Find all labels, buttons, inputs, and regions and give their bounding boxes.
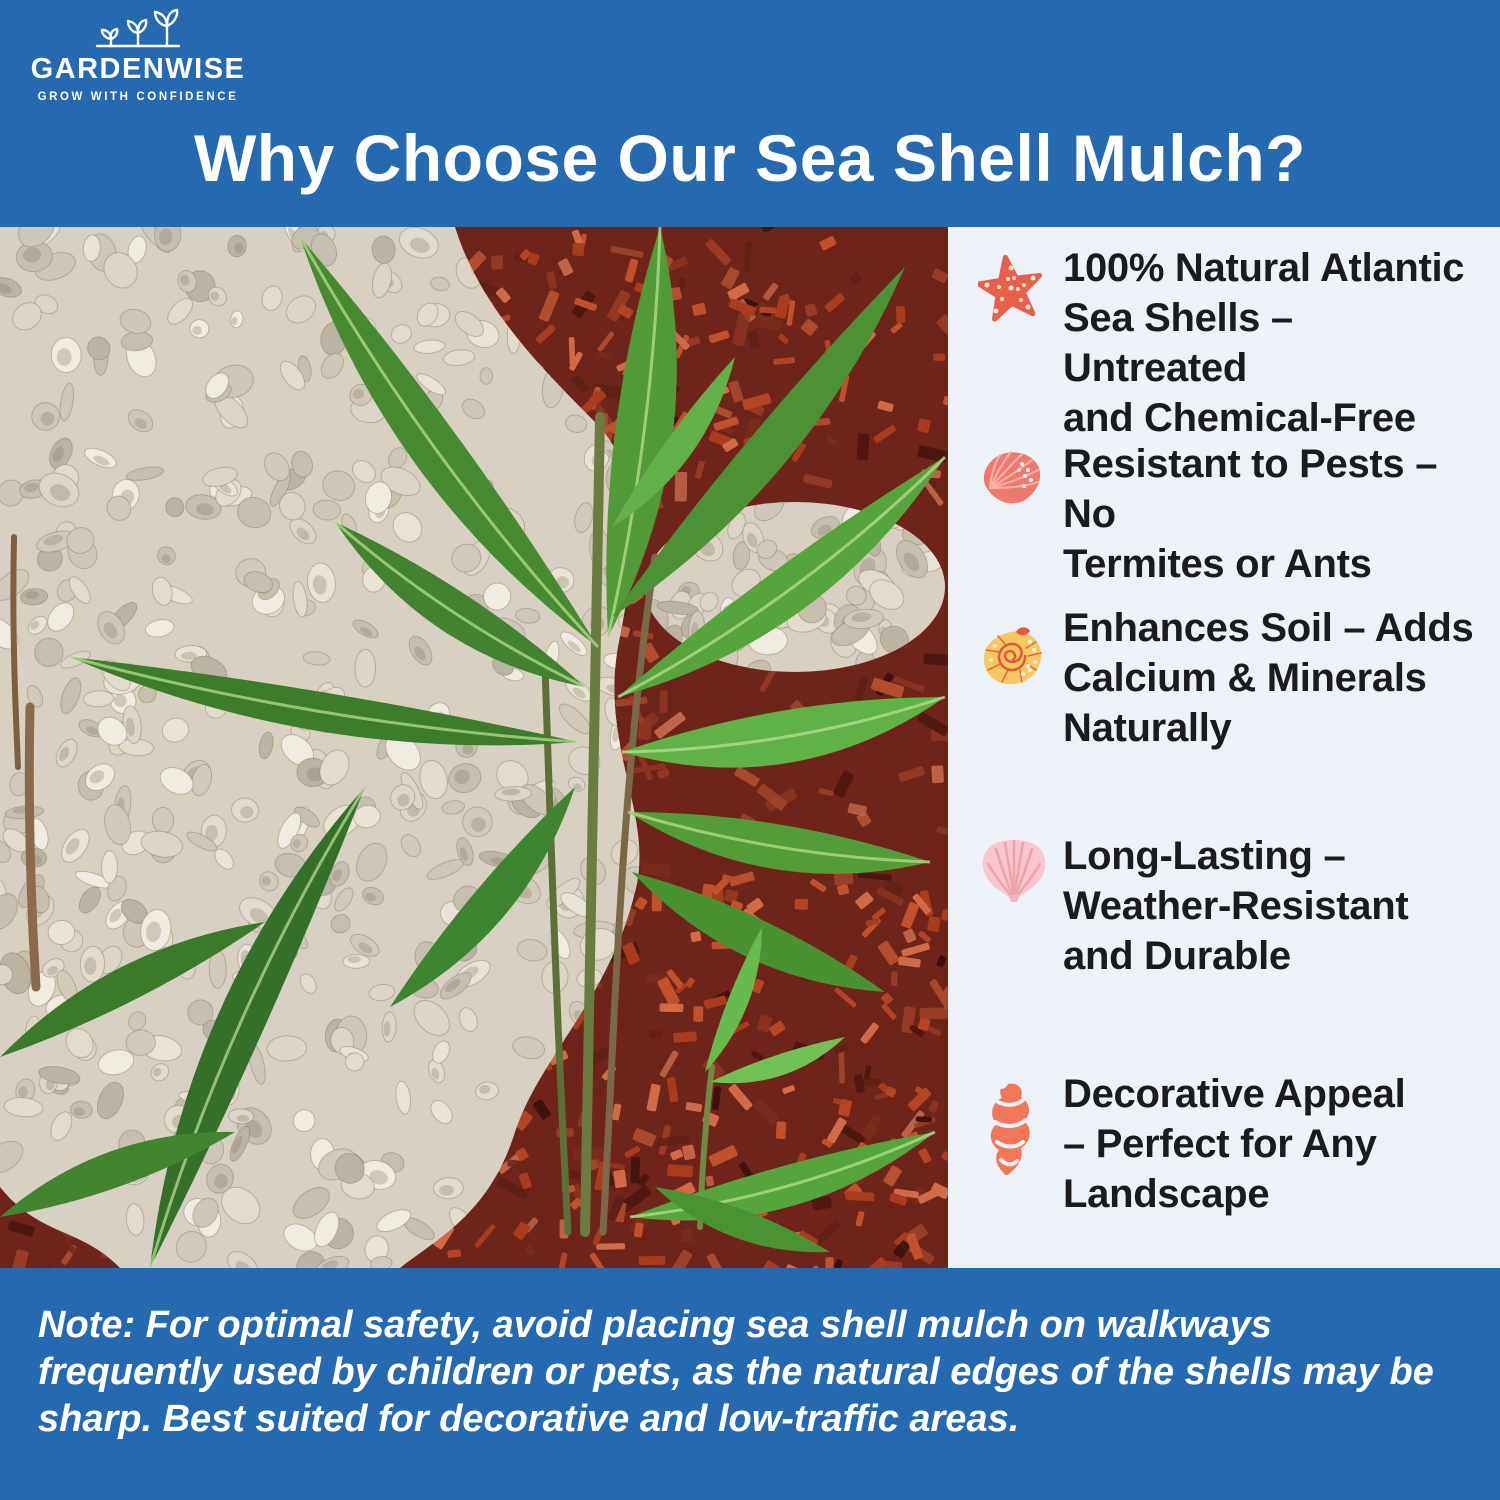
feature-text (1063, 439, 1483, 589)
feature-line: Naturally (1063, 706, 1232, 750)
sprouts-icon (83, 6, 193, 52)
feature-line: Resistant to Pests – No (1063, 442, 1438, 536)
feature-line: Sea Shells – Untreated (1063, 296, 1293, 390)
brand-name: GARDENWISE (30, 53, 246, 85)
feature-line: Enhances Soil – Adds (1063, 606, 1474, 650)
feature-line: 100% Natural Atlantic (1063, 246, 1465, 290)
feature-line: Decorative Appeal (1063, 1072, 1406, 1116)
feature-text (1063, 1069, 1483, 1219)
note-line: frequently used by children or pets, as the natural edges of the shells may be (38, 1351, 1434, 1393)
brand-tagline: GROW WITH CONFIDENCE (37, 91, 239, 104)
note-line: Note: For optimal safety, avoid placing sea shell mulch on walkways (38, 1304, 1272, 1346)
features-panel (948, 227, 1500, 1268)
feature-line: – Perfect for Any (1063, 1122, 1377, 1166)
note-line: sharp. Best suited for decorative and low-traffic areas. (38, 1398, 1020, 1440)
safety-note (38, 1302, 1468, 1443)
feature-line: and Chemical-Free (1063, 396, 1416, 440)
scallop-shell-icon (978, 837, 1050, 905)
feature-line: Termites or Ants (1063, 542, 1372, 586)
page-title: Why Choose Our Sea Shell Mulch? (194, 121, 1306, 195)
clam-shell-icon (978, 448, 1044, 510)
product-photo-svg (0, 227, 948, 1268)
feature-text (1063, 831, 1483, 981)
feature-line: Landscape (1063, 1172, 1270, 1216)
feature-line: and Durable (1063, 934, 1291, 978)
brand-logo (16, 6, 260, 103)
feature-line: Long-Lasting – (1063, 834, 1346, 878)
feature-line: Weather-Resistant (1063, 884, 1409, 928)
spiral-snail-shell-icon (978, 626, 1048, 690)
feature-text (1063, 243, 1483, 443)
product-photo (0, 227, 948, 1268)
starfish-icon (978, 255, 1044, 325)
feature-text (1063, 603, 1483, 753)
footer (0, 1268, 1500, 1500)
conch-shell-icon (978, 1080, 1036, 1180)
feature-line: Calcium & Minerals (1063, 656, 1427, 700)
